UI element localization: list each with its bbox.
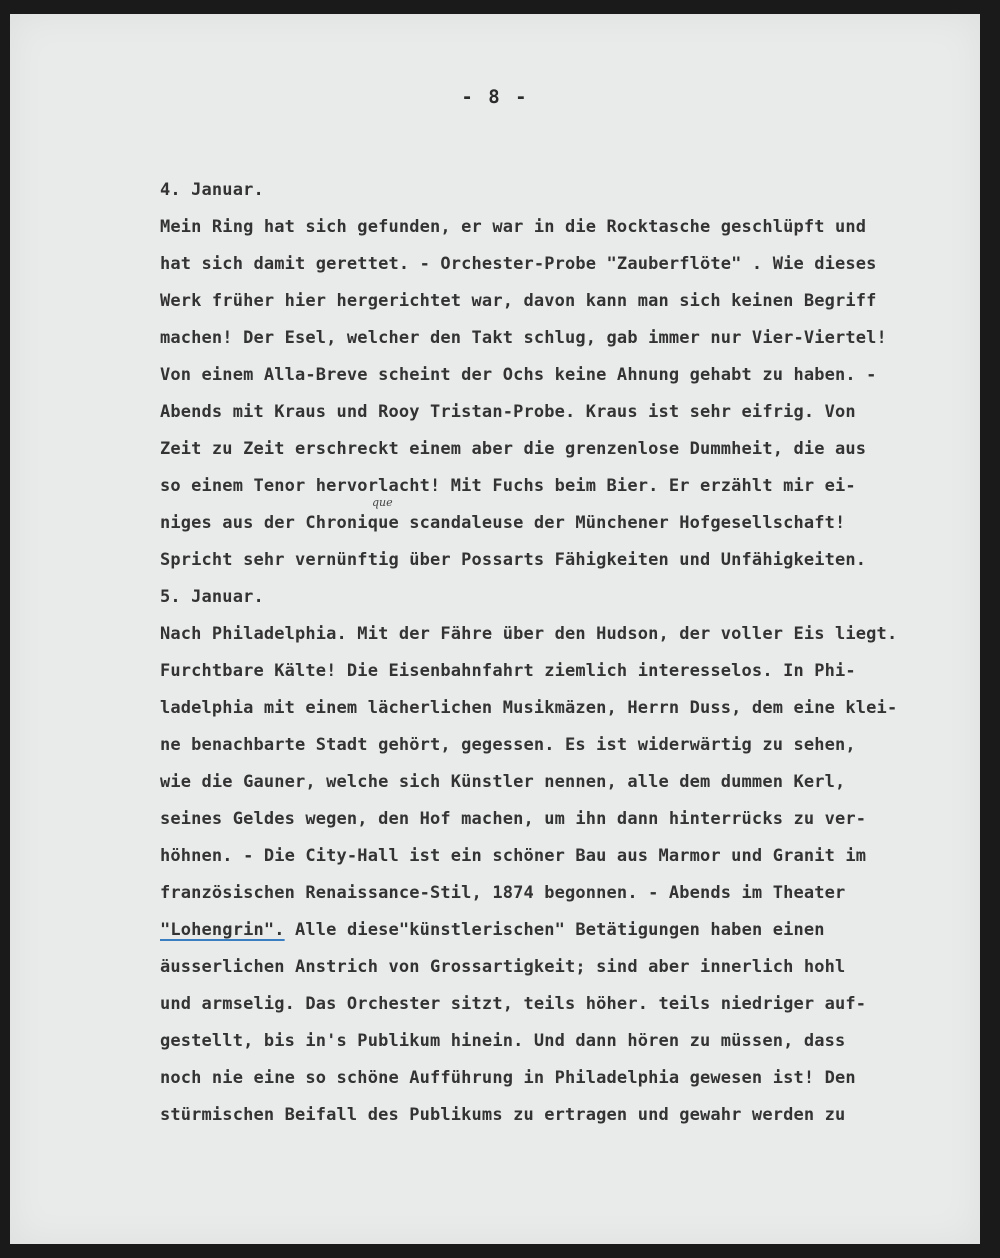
typewritten-text bbox=[160, 172, 970, 1134]
text-line: französischen Renaissance-Stil, 1874 begonnen. - Abends im Theater bbox=[160, 883, 846, 903]
text-line: Abends mit Kraus und Rooy Tristan-Probe. Kraus ist sehr eifrig. Von bbox=[160, 402, 856, 422]
underlined-title: "Lohengrin". bbox=[160, 920, 285, 940]
text-line: niges aus der Chronique scandaleuse der Münchener Hofgesellschaft! bbox=[160, 513, 846, 533]
text-line: Furchtbare Kälte! Die Eisenbahnfahrt ziemlich interesselos. In Phi- bbox=[160, 661, 856, 681]
text-line bbox=[160, 912, 970, 949]
text-line: Spricht sehr vernünftig über Possarts Fähigkeiten und Unfähigkeiten. bbox=[160, 550, 867, 570]
text-line: Zeit zu Zeit erschreckt einem aber die grenzenlose Dummheit, die aus bbox=[160, 439, 867, 459]
text-line: äusserlichen Anstrich von Grossartigkeit; sind aber innerlich hohl bbox=[160, 957, 846, 977]
date-heading: 5. Januar. bbox=[160, 587, 264, 607]
date-heading: 4. Januar. bbox=[160, 180, 264, 200]
text-line: Mein Ring hat sich gefunden, er war in die Rocktasche geschlüpft und bbox=[160, 217, 867, 237]
text-line: so einem Tenor hervorlacht! Mit Fuchs beim Bier. Er erzählt mir ei- bbox=[160, 476, 856, 496]
text-line: und armselig. Das Orchester sitzt, teils höher. teils niedriger auf- bbox=[160, 994, 867, 1014]
text-line: Werk früher hier hergerichtet war, davon kann man sich keinen Begriff bbox=[160, 291, 877, 311]
text-line: Nach Philadelphia. Mit der Fähre über den Hudson, der voller Eis liegt. bbox=[160, 624, 898, 644]
text-line: ladelphia mit einem lächerlichen Musikmäzen, Herrn Duss, dem eine klei- bbox=[160, 698, 898, 718]
text-line: stürmischen Beifall des Publikums zu ertragen und gewahr werden zu bbox=[160, 1105, 846, 1125]
handwritten-annotation: que bbox=[372, 496, 393, 509]
text-line: ne benachbarte Stadt gehört, gegessen. Es ist widerwärtig zu sehen, bbox=[160, 735, 856, 755]
text-line: noch nie eine so schöne Aufführung in Philadelphia gewesen ist! Den bbox=[160, 1068, 856, 1088]
text-line: machen! Der Esel, welcher den Takt schlug, gab immer nur Vier-Viertel! bbox=[160, 328, 887, 348]
text-line: hat sich damit gerettet. - Orchester-Probe "Zauberflöte" . Wie dieses bbox=[160, 254, 877, 274]
page-number: - 8 - bbox=[461, 86, 529, 108]
text-line: gestellt, bis in's Publikum hinein. Und dann hören zu müssen, dass bbox=[160, 1031, 846, 1051]
text-line: seines Geldes wegen, den Hof machen, um ihn dann hinterrücks zu ver- bbox=[160, 809, 867, 829]
text-line: wie die Gauner, welche sich Künstler nennen, alle dem dummen Kerl, bbox=[160, 772, 846, 792]
text-line-rest: Alle diese"künstlerischen" Betätigungen haben einen bbox=[295, 920, 825, 940]
text-line: Von einem Alla-Breve scheint der Ochs keine Ahnung gehabt zu haben. - bbox=[160, 365, 877, 385]
text-line: höhnen. - Die City-Hall ist ein schöner Bau aus Marmor und Granit im bbox=[160, 846, 867, 866]
document-page bbox=[10, 14, 980, 1244]
